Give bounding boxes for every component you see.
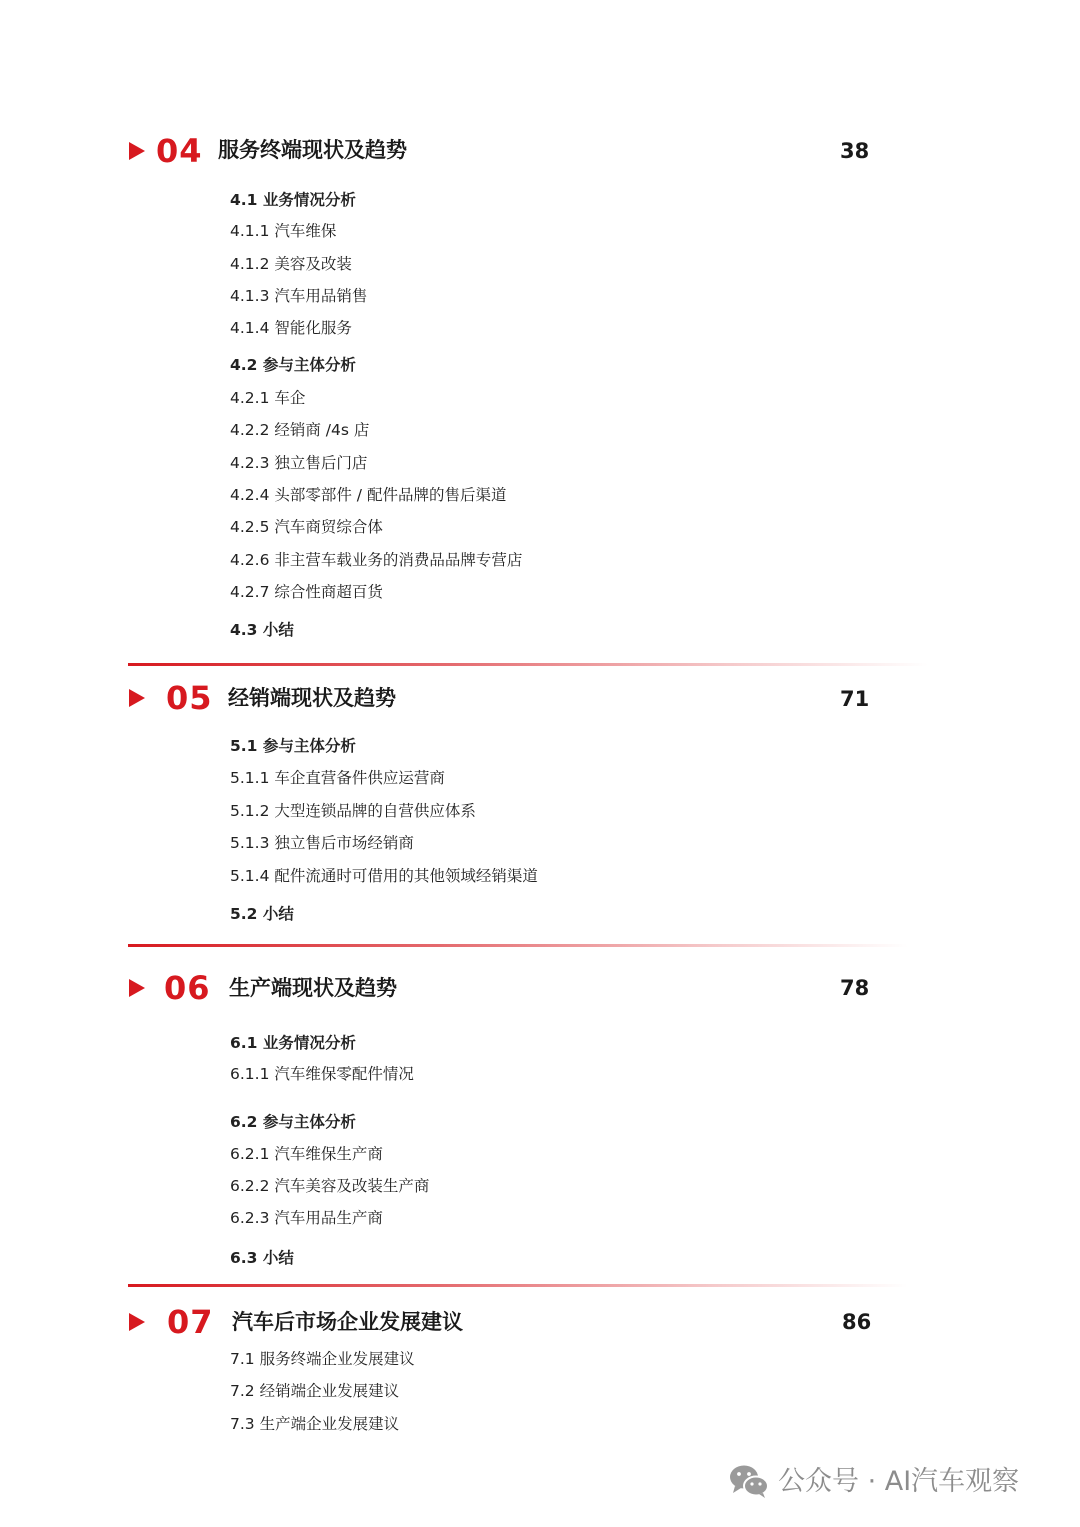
- toc-item: 4.2.3 独立售后门店: [230, 454, 368, 472]
- section-05-arrow-icon: [129, 689, 145, 707]
- toc-item: 4.1 业务情况分析: [230, 191, 356, 209]
- toc-item: 4.2.2 经销商 /4s 店: [230, 421, 370, 439]
- toc-item: 4.3 小结: [230, 621, 294, 639]
- toc-item: 5.1.2 大型连锁品牌的自营供应体系: [230, 802, 476, 820]
- section-title: 经销端现状及趋势: [228, 686, 396, 710]
- toc-item: 6.1.1 汽车维保零配件情况: [230, 1065, 414, 1083]
- toc-item: 6.2.1 汽车维保生产商: [230, 1145, 383, 1163]
- section-divider: [128, 944, 908, 947]
- toc-item: 5.1.4 配件流通时可借用的其他领域经销渠道: [230, 867, 538, 885]
- toc-item: 7.1 服务终端企业发展建议: [230, 1350, 415, 1368]
- toc-item: 4.1.1 汽车维保: [230, 222, 337, 240]
- section-number: 05: [166, 679, 213, 717]
- section-divider: [128, 663, 928, 666]
- toc-item: 6.1 业务情况分析: [230, 1034, 356, 1052]
- section-title: 服务终端现状及趋势: [218, 138, 407, 162]
- toc-item: 4.1.2 美容及改装: [230, 255, 352, 273]
- toc-item: 4.2.7 综合性商超百货: [230, 583, 383, 601]
- section-title: 汽车后市场企业发展建议: [232, 1310, 463, 1334]
- section-number: 04: [156, 132, 203, 170]
- toc-item: 7.2 经销端企业发展建议: [230, 1382, 400, 1400]
- section-04-arrow-icon: [129, 142, 145, 160]
- toc-item: 5.1 参与主体分析: [230, 737, 356, 755]
- toc-item: 6.2.2 汽车美容及改装生产商: [230, 1177, 430, 1195]
- toc-item: 6.2 参与主体分析: [230, 1113, 356, 1131]
- section-page-number: 38: [840, 139, 870, 163]
- section-number: 06: [164, 969, 211, 1007]
- toc-item: 4.2.1 车企: [230, 389, 306, 407]
- toc-item: 7.3 生产端企业发展建议: [230, 1415, 400, 1433]
- toc-item: 4.2.4 头部零部件 / 配件品牌的售后渠道: [230, 486, 507, 504]
- section-07-arrow-icon: [129, 1313, 145, 1331]
- toc-item: 4.2.6 非主营车载业务的消费品品牌专营店: [230, 551, 523, 569]
- section-divider: [128, 1284, 908, 1287]
- section-page-number: 71: [840, 687, 870, 711]
- section-page-number: 78: [840, 976, 870, 1000]
- toc-item: 4.2.5 汽车商贸综合体: [230, 518, 383, 536]
- section-06-arrow-icon: [129, 979, 145, 997]
- toc-item: 4.1.4 智能化服务: [230, 319, 352, 337]
- toc-item: 4.2 参与主体分析: [230, 356, 356, 374]
- section-number: 07: [167, 1303, 214, 1341]
- toc-item: 5.2 小结: [230, 905, 294, 923]
- section-title: 生产端现状及趋势: [229, 976, 397, 1000]
- toc-item: 5.1.3 独立售后市场经销商: [230, 834, 414, 852]
- toc-item: 6.2.3 汽车用品生产商: [230, 1209, 383, 1227]
- wechat-icon: [728, 1462, 770, 1500]
- toc-item: 4.1.3 汽车用品销售: [230, 287, 368, 305]
- section-page-number: 86: [842, 1310, 872, 1334]
- toc-item: 6.3 小结: [230, 1249, 294, 1267]
- watermark-text: 公众号 · AI汽车观察: [778, 1466, 1020, 1497]
- toc-item: 5.1.1 车企直营备件供应运营商: [230, 769, 445, 787]
